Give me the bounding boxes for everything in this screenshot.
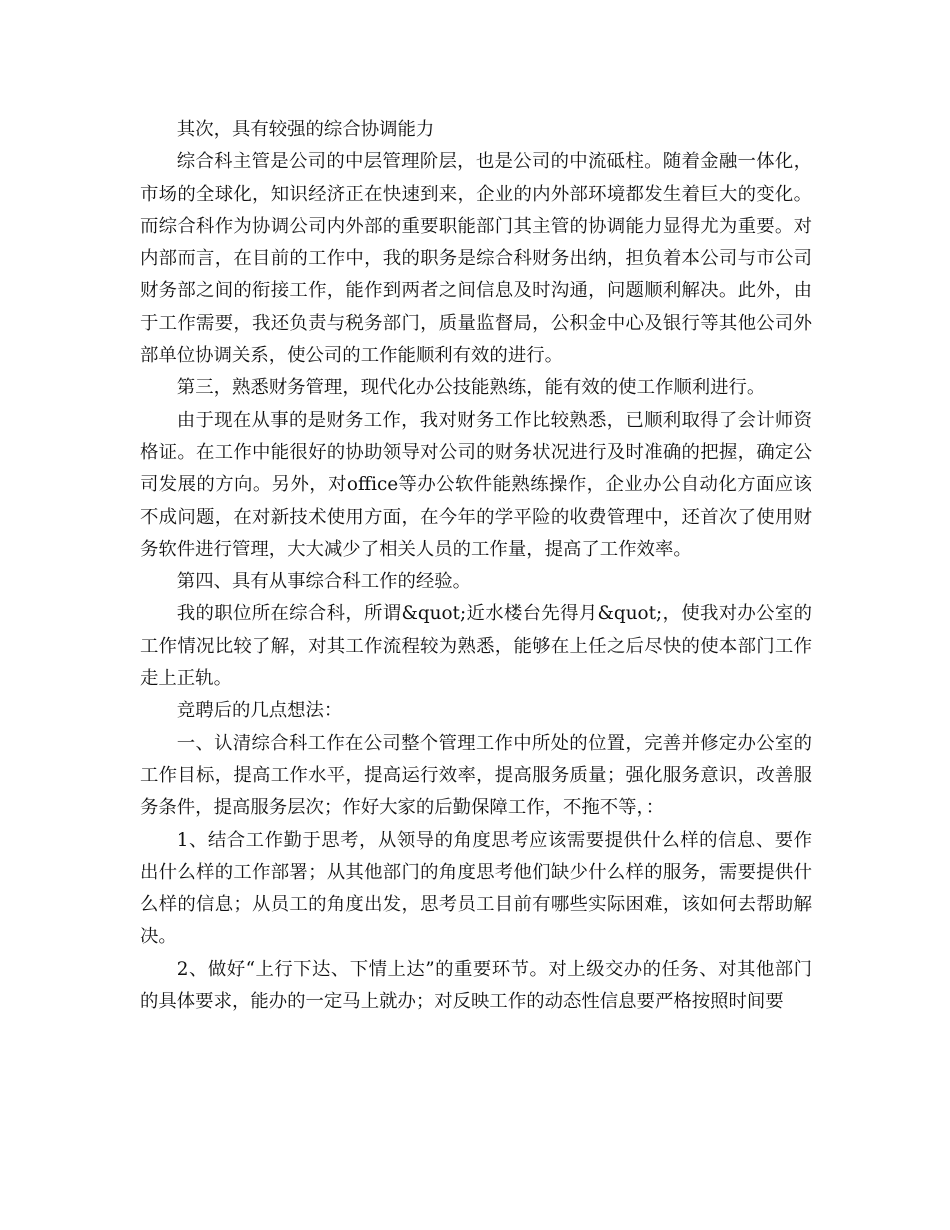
- document-body: [140, 114, 812, 1018]
- paragraph-heading-second: 其次，具有较强的综合协调能力: [176, 119, 435, 140]
- paragraph-idea-one-item-1: 1、结合工作勤于思考，从领导的角度思考应该需要提供什么样的信息、要作出什么样的工作部署；从其他部门的角度思考他们缺少什么样的服务，需要提供什么样的信息；从员工的角度出发，思考员工目前有哪些实际困难，该如何去帮助解决。: [140, 829, 812, 948]
- paragraph-heading-third: 第三，熟悉财务管理，现代化办公技能熟练，能有效的使工作顺利进行。: [176, 377, 766, 399]
- paragraph-heading-ideas: 竞聘后的几点想法：: [176, 700, 343, 722]
- paragraph-heading-fourth: 第四、具有从事综合科工作的经验。: [176, 571, 472, 593]
- paragraph-experience: 我的职位所在综合科，所谓&quot;近水楼台先得月&quot;，使我对办公室的工作情况比较了解，对其工作流程较为熟悉，能够在上任之后尽快的使本部门工作走上正轨。: [140, 603, 812, 690]
- paragraph-finance-skills: 由于现在从事的是财务工作，我对财务工作比较熟悉，已顺利取得了会计师资格证。在工作中能很好的协助领导对公司的财务状况进行及时准确的把握，确定公司发展的方向。另外，对office等办公软件能熟练操作，企业办公自动化方面应该不成问题，在对新技术使用方面，在今年的学平险的收费管理中，还首次了使用财务软件进行管理，大大减少了相关人员的工作量，提高了工作效率。: [140, 409, 812, 560]
- paragraph-idea-one: 一、认清综合科工作在公司整个管理工作中所处的位置，完善并修定办公室的工作目标，提高工作水平，提高运行效率，提高服务质量；强化服务意识，改善服务条件，提高服务层次；作好大家的后勤保障工作，不拖不等，：: [140, 732, 812, 819]
- paragraph-coordination: 综合科主管是公司的中层管理阶层，也是公司的中流砥柱。随着金融一体化，市场的全球化，知识经济正在快速到来，企业的内外部环境都发生着巨大的变化。而综合科作为协调公司内外部的重要职能部门其主管的协调能力显得尤为重要。对内部而言，在目前的工作中，我的职务是综合科财务出纳，担负着本公司与市公司财务部之间的衔接工作，能作到两者之间信息及时沟通，问题顺利解决。此外，由于工作需要，我还负责与税务部门，质量监督局，公积金中心及银行等其他公司外部单位协调关系，使公司的工作能顺利有效的进行。: [140, 151, 812, 367]
- paragraph-idea-one-item-2: 2、做好“上行下达、下情上达”的重要环节。对上级交办的任务、对其他部门的具体要求，能办的一定马上就办；对反映工作的动态性信息要严格按照时间要: [140, 958, 812, 1013]
